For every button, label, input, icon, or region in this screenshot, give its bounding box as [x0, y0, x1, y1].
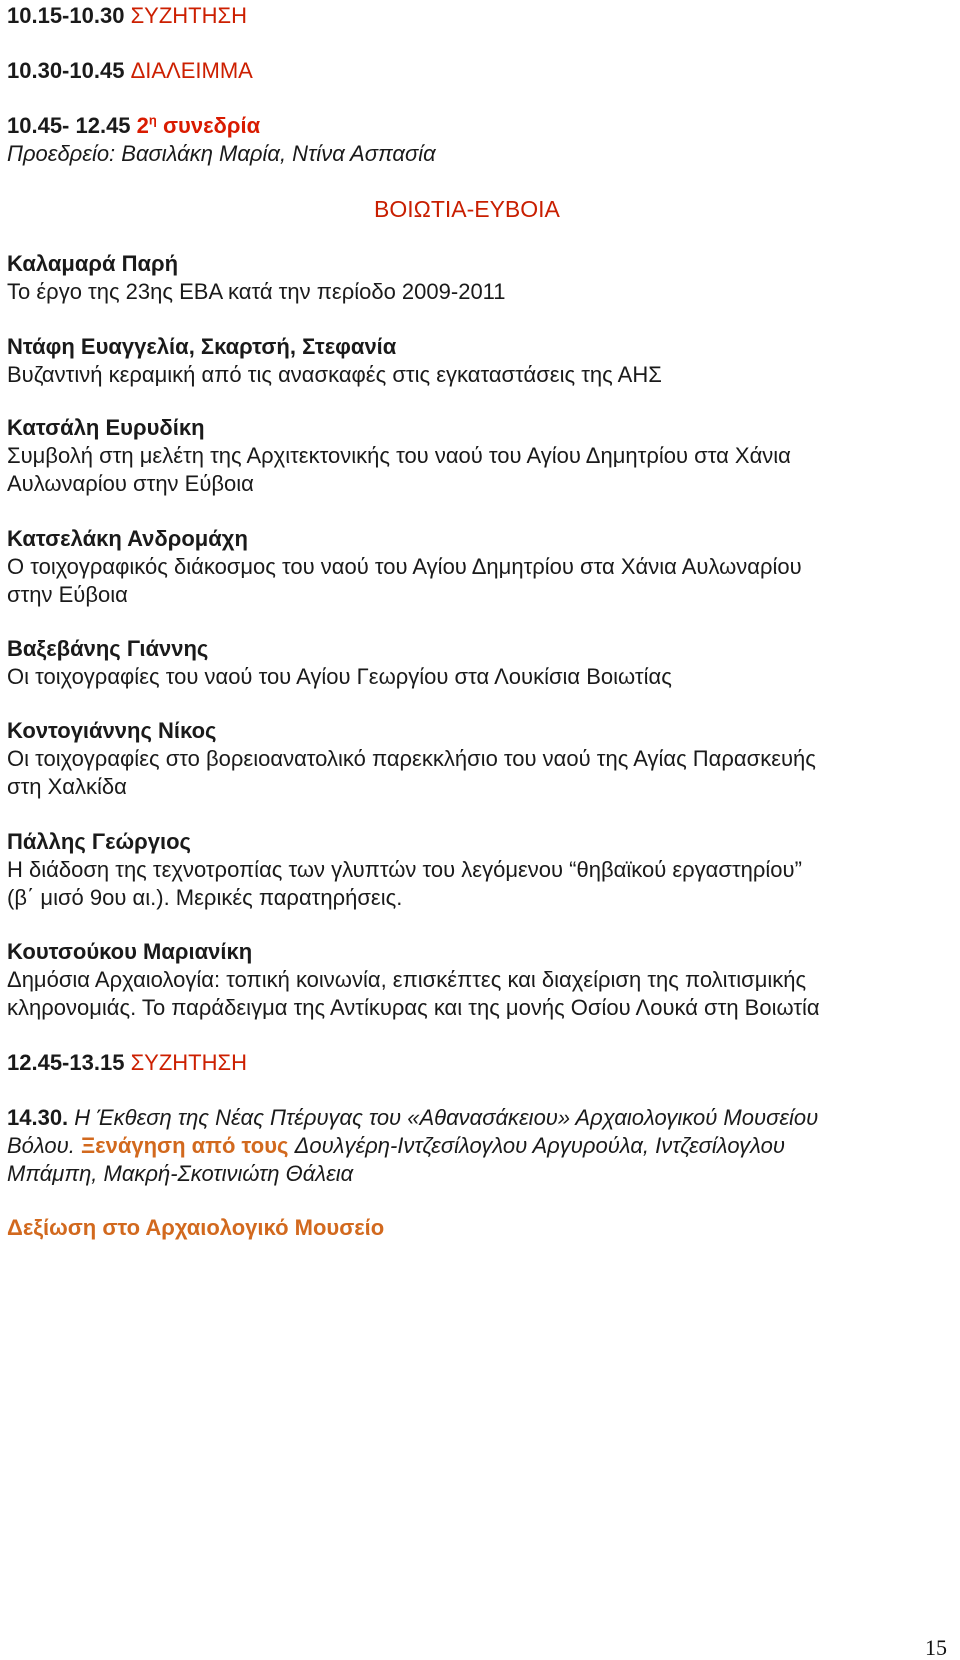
exhibit-guided-tour: Ξενάγηση από τους [81, 1133, 289, 1158]
exhibit-time: 14.30. [7, 1105, 69, 1130]
exhibit-line-1 [7, 1104, 818, 1132]
talk-6-title-line-1: Οι τοιχογραφίες στο βορειοανατολικό παρεκκλήσιο του ναού της Αγίας Παρασκευής [7, 746, 816, 771]
page-number: 15 [925, 1635, 947, 1660]
talk-5-author: Βαξεβάνης Γιάννης [7, 636, 209, 661]
break-label: ΔΙΑΛΕΙΜΜΑ [130, 58, 253, 83]
talk-1-author: Καλαμαρά Παρή [7, 251, 179, 276]
talk-6-title-line-2: στη Χαλκίδα [7, 774, 127, 799]
session-time: 10.45- 12.45 [7, 113, 131, 138]
discussion-1-label: ΣΥΖΗΤΗΣΗ [130, 3, 247, 28]
talk-3-author: Κατσάλη Ευρυδίκη [7, 415, 205, 440]
session-superscript: η [148, 112, 157, 128]
talk-7-author: Πάλλης Γεώργιος [7, 829, 191, 854]
exhibit-guides-part-1: Δουλγέρη-Ιντζεσίλογλου Αργυρούλα, Ιντζεσίλογλου [294, 1133, 786, 1158]
discussion-1-time: 10.15-10.30 [7, 3, 125, 28]
talk-6-author: Κοντογιάννης Νίκος [7, 718, 217, 743]
session-label: συνεδρία [163, 113, 261, 138]
talk-4-title-line-1: Ο τοιχογραφικός διάκοσμος του ναού του Αγίου Δημητρίου στα Χάνια Αυλωναρίου [7, 554, 802, 579]
talk-2-author: Ντάφη Ευαγγελία, Σκαρτσή, Στεφανία [7, 334, 397, 359]
region-heading: ΒΟΙΩΤΙΑ-ΕΥΒΟΙΑ [374, 196, 560, 222]
break-time: 10.30-10.45 [7, 58, 125, 83]
talk-4-author: Κατσελάκη Ανδρομάχη [7, 526, 248, 551]
talk-8-author: Κουτσούκου Μαριανίκη [7, 939, 253, 964]
discussion-2-label: ΣΥΖΗΤΗΣΗ [130, 1050, 247, 1075]
talk-7-title-line-1: Η διάδοση της τεχνοτροπίας των γλυπτών του λεγόμενου “θηβαϊκού εργαστηρίου” [7, 857, 802, 882]
talk-8-title-line-2: κληρονομιάς. Το παράδειγμα της Αντίκυρας και της μονής Οσίου Λουκά στη Βοιωτία [7, 995, 820, 1020]
talk-8-title-line-1: Δημόσια Αρχαιολογία: τοπική κοινωνία, επισκέπτες και διαχείριση της πολιτισμικής [7, 967, 807, 992]
exhibit-title-part-1: Η Έκθεση της Νέας Πτέρυγας του «Αθανασάκειου» Αρχαιολογικού Μουσείου [74, 1105, 819, 1130]
talk-1-title: Το έργο της 23ης ΕΒΑ κατά την περίοδο 2009-2011 [7, 279, 506, 304]
exhibit-guides-part-2: Μπάμπη, Μακρή-Σκοτινιώτη Θάλεια [7, 1161, 354, 1186]
talk-3-title-line-2: Αυλωναρίου στην Εύβοια [7, 471, 254, 496]
talk-3-title-line-1: Συμβολή στη μελέτη της Αρχιτεκτονικής του ναού του Αγίου Δημητρίου στα Χάνια [7, 443, 791, 468]
session-row [7, 112, 260, 140]
talk-5-title: Οι τοιχογραφίες του ναού του Αγίου Γεωργίου στα Λουκίσια Βοιωτίας [7, 664, 672, 689]
reception: Δεξίωση στο Αρχαιολογικό Μουσείο [7, 1215, 385, 1240]
exhibit-title-part-2: Βόλου. [7, 1133, 75, 1158]
session-chairs: Προεδρείο: Βασιλάκη Μαρία, Ντίνα Ασπασία [7, 141, 436, 166]
discussion-1-row [7, 2, 247, 30]
talk-7-title-line-2: (β΄ μισό 9ου αι.). Μερικές παρατηρήσεις. [7, 885, 403, 910]
discussion-2-row [7, 1049, 247, 1077]
break-row [7, 57, 253, 85]
session-number: 2 [136, 113, 149, 138]
discussion-2-time: 12.45-13.15 [7, 1050, 125, 1075]
talk-4-title-line-2: στην Εύβοια [7, 582, 128, 607]
talk-2-title: Βυζαντινή κεραμική από τις ανασκαφές στις εγκαταστάσεις της ΑΗΣ [7, 362, 662, 387]
exhibit-line-2 [7, 1132, 785, 1160]
